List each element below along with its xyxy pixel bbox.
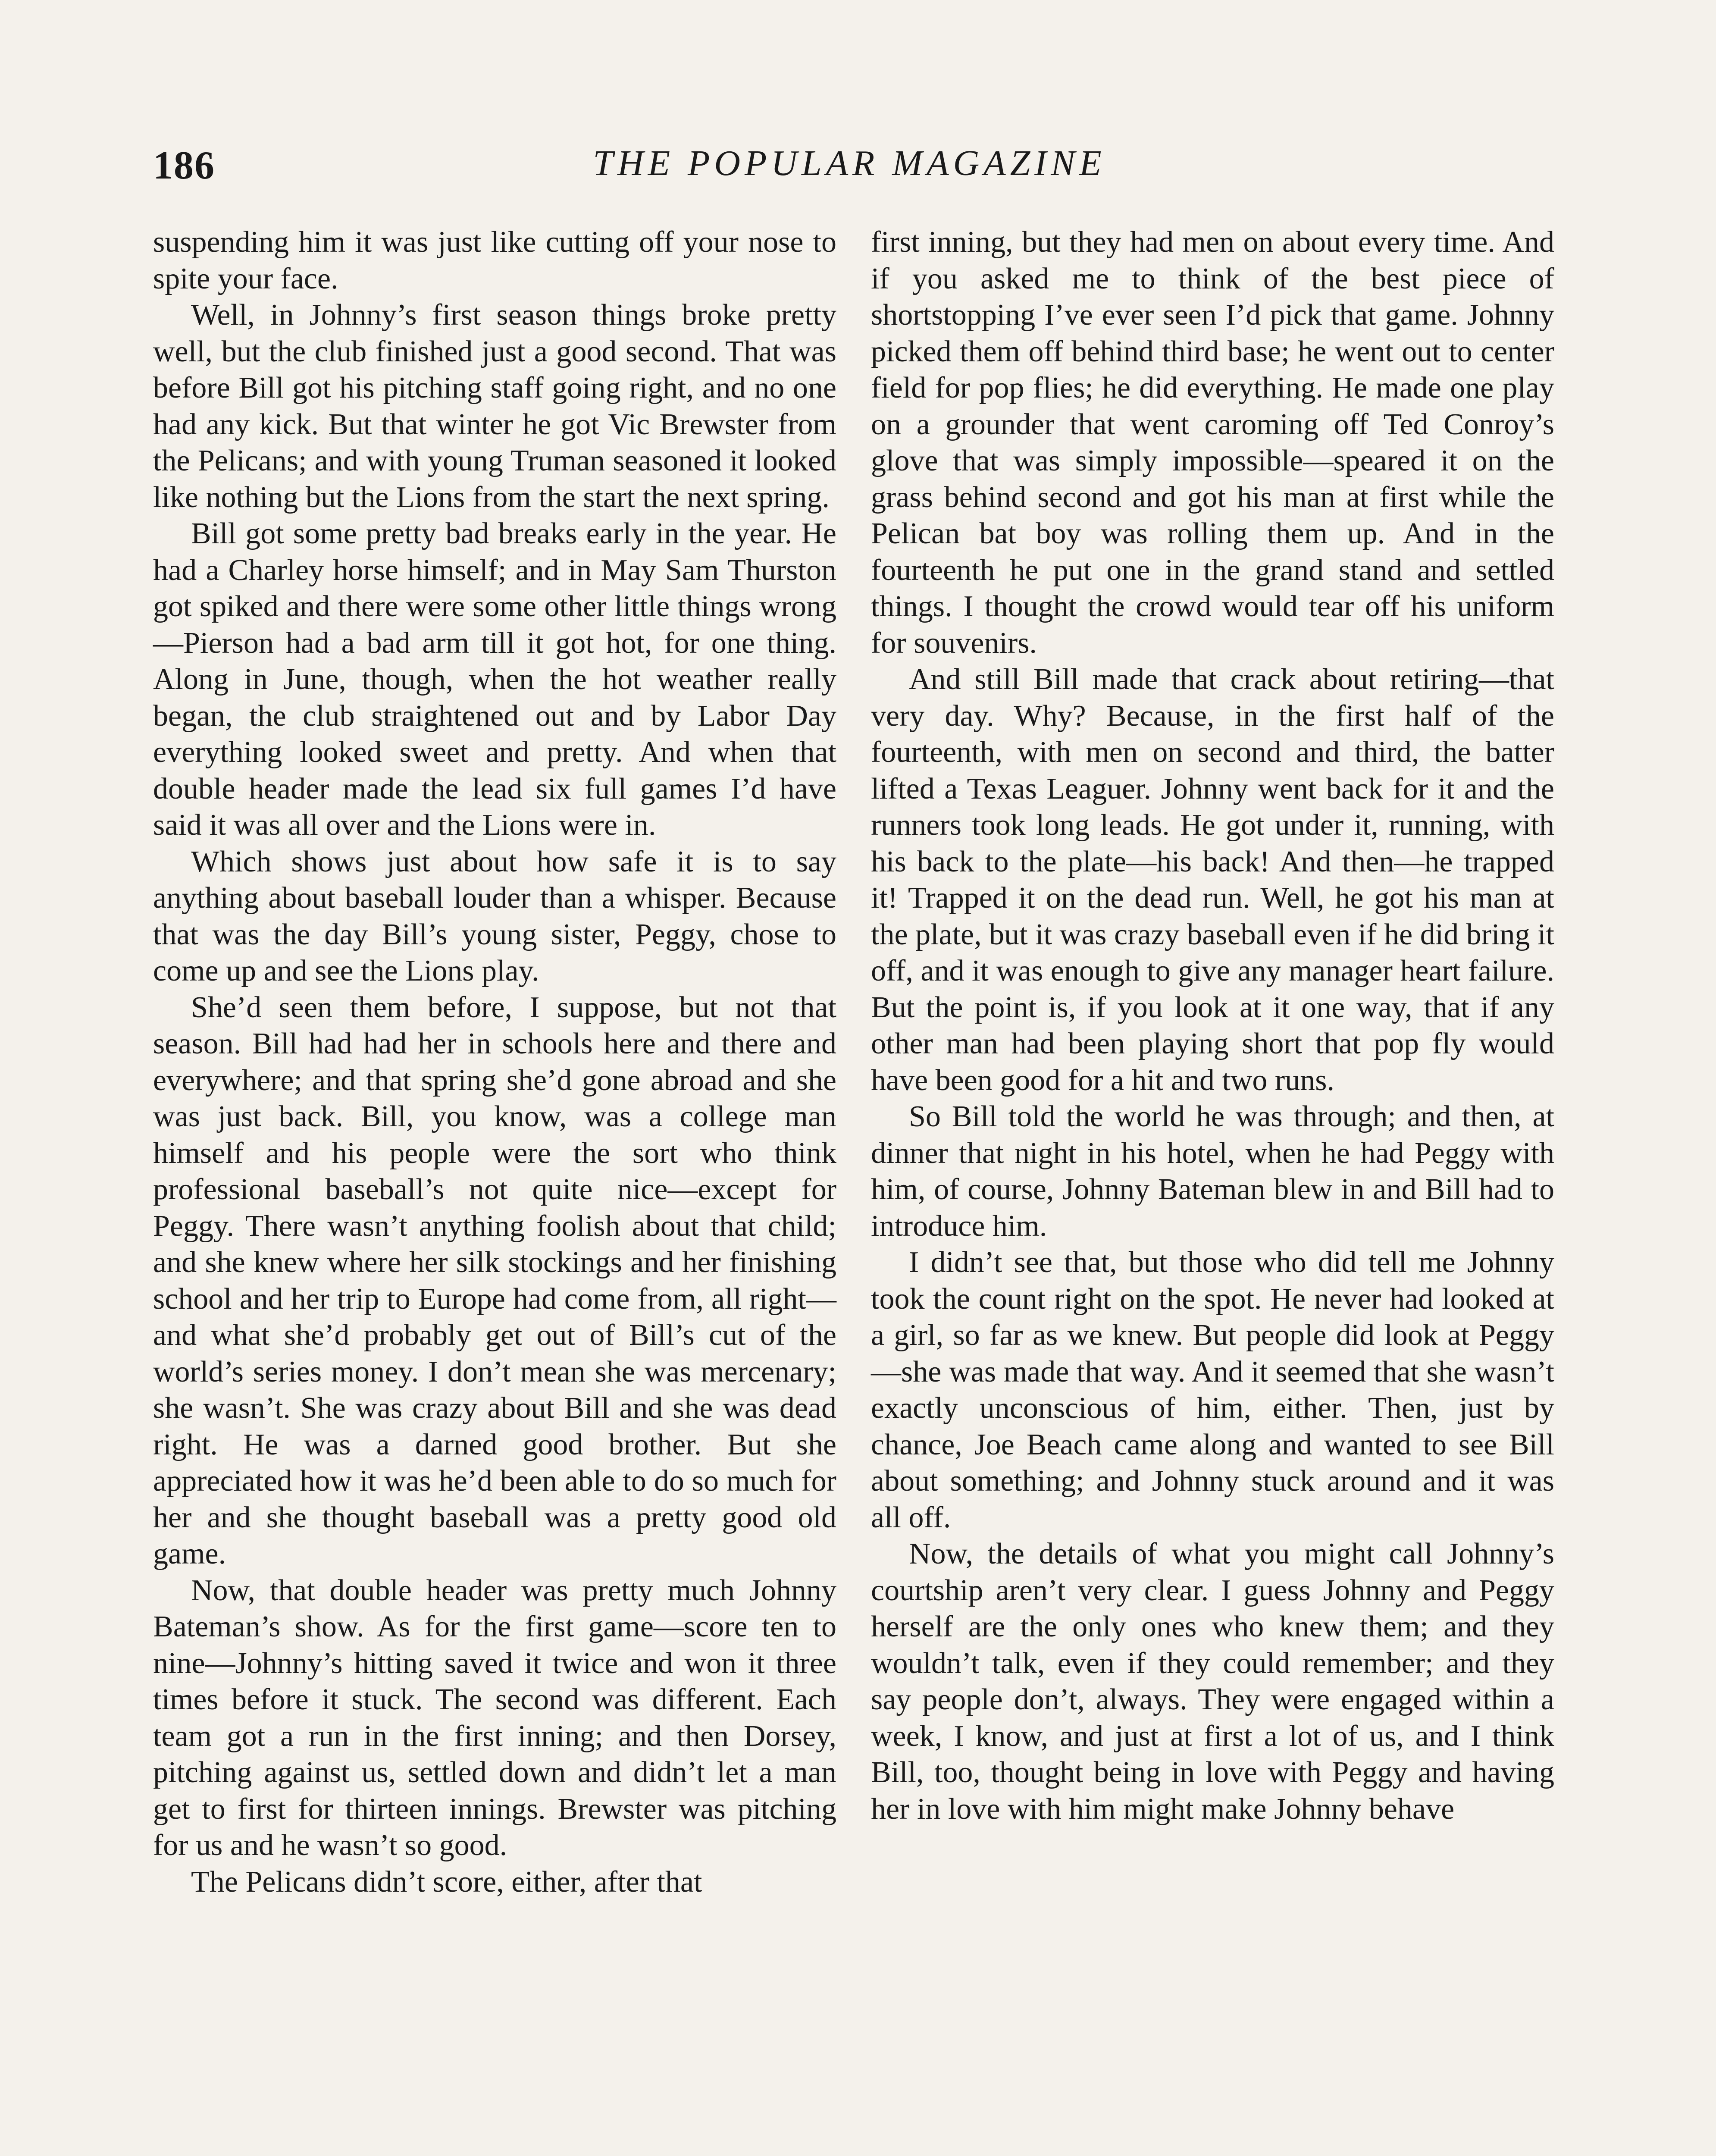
paragraph: Bill got some pretty bad breaks early in the year. He had a Charley horse himself; and in May Sam Thurston got spiked and there were some other little things wrong—Pierson had a bad arm till it got hot, for one thing. Along in June, though, when the hot weather really began, the club straightened out and by Labor Day everything looked sweet and pretty. And when that double header made the lead six full games I’d have said it was all over and the Lions were in. [153, 517, 836, 842]
paragraph: And still Bill made that crack about retiring—that very day. Why? Because, in the first half of the fourteenth, with men on second and third, the batter lifted a Texas Leaguer. Johnny went back for it and the runners took long leads. He got under it, running, with his back to the plate—his back! And then—he trapped it! Trapped it on the dead run. Well, he got his man at the plate, but it was crazy baseball even if he did bring it off, and it was enough to give any manager heart failure. But the point is, if you look at it one way, that if any other man had been playing short that pop fly would have been good for a hit and two runs. [871, 663, 1554, 1097]
page-header [153, 142, 1546, 198]
paragraph: suspending him it was just like cutting off your nose to spite your face. [153, 226, 836, 295]
paragraph: Which shows just about how safe it is to say anything about baseball louder than a whisper. Because that was the day Bill’s young sister, Peggy, chose to come up and see the Lions play. [153, 845, 836, 987]
left-column [153, 224, 836, 1900]
paragraph: So Bill told the world he was through; and then, at dinner that night in his hotel, when he had Peggy with him, of course, Johnny Bateman blew in and Bill had to introduce him. [871, 1100, 1554, 1243]
paragraph: She’d seen them before, I suppose, but not that season. Bill had had her in schools here and there and everywhere; and that spring she’d gone abroad and she was just back. Bill, you know, was a college man himself and his people were the sort who think professional baseball’s not quite nice—except for Peggy. There wasn’t anything foolish about that child; and she knew where her silk stockings and her finishing school and her trip to Europe had come from, all right—and what she’d probably get out of Bill’s cut of the world’s series money. I don’t mean she was mercenary; she wasn’t. She was crazy about Bill and she was dead right. He was a darned good brother. But she appreciated how it was he’d been able to do so much for her and she thought baseball was a pretty good old game. [153, 990, 836, 1570]
paragraph: Now, that double header was pretty much Johnny Bateman’s show. As for the first game—score ten to nine—Johnny’s hitting saved it twice and won it three times before it stuck. The second was different. Each team got a run in the first inning; and then Dorsey, pitching against us, settled down and didn’t let a man get to first for thirteen innings. Brewster was pitching for us and he wasn’t so good. [153, 1573, 836, 1862]
paragraph: I didn’t see that, but those who did tell me Johnny took the count right on the spot. He never had looked at a girl, so far as we knew. But people did look at Peggy—she was made that way. And it seemed that she wasn’t exactly unconscious of him, either. Then, just by chance, Joe Beach came along and wanted to see Bill about something; and Johnny stuck around and it was all off. [871, 1246, 1554, 1534]
paragraph: Now, the details of what you might call Johnny’s courtship aren’t very clear. I guess Johnny and Peggy herself are the only ones who knew them; and they wouldn’t talk, even if they could remember; and they say people don’t, always. They were engaged within a week, I know, and just at first a lot of us, and I think Bill, too, thought being in love with Peggy and having her in love with him might make Johnny behave [871, 1537, 1554, 1826]
paragraph: Well, in Johnny’s first season things broke pretty well, but the club finished just a good second. That was before Bill got his pitching staff going right, and no one had any kick. But that winter he got Vic Brewster from the Pelicans; and with young Truman seasoned it looked like nothing but the Lions from the start the next spring. [153, 298, 836, 514]
running-title: THE POPULAR MAGAZINE [593, 143, 1106, 183]
paragraph: The Pelicans didn’t score, either, after that [191, 1865, 702, 1899]
page-number: 186 [153, 143, 215, 187]
paragraph: first inning, but they had men on about every time. And if you asked me to think of the best piece of shortstopping I’ve ever seen I’d pick that game. Johnny picked them off behind third base; he went out to center field for pop flies; he did everything. He made one play on a grounder that went caroming off Ted Conroy’s glove that was simply impossible—speared it on the grass behind second and got his man at first while the Pelican bat boy was rolling them up. And in the fourteenth he put one in the grand stand and settled things. I thought the crowd would tear off his uniform for souvenirs. [871, 226, 1554, 660]
right-column [871, 224, 1554, 1827]
